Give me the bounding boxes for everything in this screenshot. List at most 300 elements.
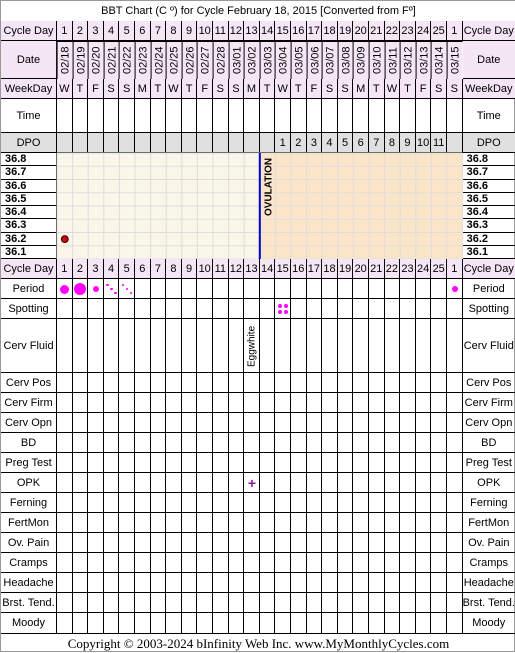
cycle-day-cell: 6 (135, 259, 151, 279)
temp-tick-right: 36.4 (463, 206, 515, 219)
cycle-day-cell: 18 (322, 21, 338, 41)
cerv_opn-cell (447, 413, 463, 433)
dpo-cell (197, 133, 213, 153)
temp-tick-left: 36.4 (1, 206, 57, 219)
cerv_opn-cell (322, 413, 338, 433)
ov_pain-cell (244, 533, 260, 553)
spotting-cell (322, 299, 338, 319)
weekday-cell: M (244, 79, 260, 99)
period-cell (260, 279, 276, 299)
spotting-cell (104, 299, 120, 319)
moody-cell (104, 613, 120, 634)
cramps-cell (151, 553, 167, 573)
date-cell: 03/08 (338, 41, 354, 79)
dpo-cell (57, 133, 73, 153)
cerv_pos-cell (229, 373, 245, 393)
period-cell (400, 279, 416, 299)
cerv_firm-cell (353, 393, 369, 413)
bd-cell (197, 433, 213, 453)
cramps-cell (244, 553, 260, 573)
cerv_opn-cell (244, 413, 260, 433)
cerv_opn-cell (151, 413, 167, 433)
opk-cell (338, 473, 354, 493)
preg_test-cell (447, 453, 463, 473)
bd-cell (416, 433, 432, 453)
cerv_fluid-cell (431, 319, 447, 373)
cerv_firm-cell (119, 393, 135, 413)
time-cell (73, 99, 89, 133)
moody-cell (260, 613, 276, 634)
ov_pain-cell (104, 533, 120, 553)
preg_test-cell (275, 453, 291, 473)
ferning-cell (291, 493, 307, 513)
brst_tend-cell (135, 593, 151, 613)
preg_test-cell (338, 453, 354, 473)
cramps-cell (119, 553, 135, 573)
preg_test-cell (88, 453, 104, 473)
date-cell: 02/27 (197, 41, 213, 79)
cerv_pos-cell (369, 373, 385, 393)
preg_test-cell (431, 453, 447, 473)
period-cell (166, 279, 182, 299)
temp-tick-left: 36.1 (1, 246, 57, 259)
moody-cell (57, 613, 73, 634)
period-cell (244, 279, 260, 299)
headache-cell (57, 573, 73, 593)
ov_pain-cell (416, 533, 432, 553)
preg_test-cell (416, 453, 432, 473)
footer-copyright: Copyright © 2003-2024 bInfinity Web Inc. www.MyMonthlyCycles.com (67, 636, 450, 651)
temp-tick-left: 36.5 (1, 193, 57, 206)
cerv_pos-cell (447, 373, 463, 393)
cycle-day-cell: 16 (291, 21, 307, 41)
dpo-cell (104, 133, 120, 153)
cerv_firm-cell (166, 393, 182, 413)
time-cell (57, 99, 73, 133)
fertmon-cell (431, 513, 447, 533)
time-cell (213, 99, 229, 133)
row-label-preg_test: Preg Test (1, 453, 57, 473)
cycle-day-cell: 24 (416, 259, 432, 279)
headache-cell (229, 573, 245, 593)
fertmon-cell (182, 513, 198, 533)
fertmon-cell (291, 513, 307, 533)
cerv_fluid-cell (353, 319, 369, 373)
headache-cell (151, 573, 167, 593)
weekday-cell: S (338, 79, 354, 99)
preg_test-cell (307, 453, 323, 473)
cerv_firm-cell (416, 393, 432, 413)
fertmon-cell (166, 513, 182, 533)
cerv_opn-cell (119, 413, 135, 433)
ferning-cell (353, 493, 369, 513)
moody-cell (73, 613, 89, 634)
cycle-day-cell: 1 (57, 259, 73, 279)
time-cell (244, 99, 260, 133)
period-cell (369, 279, 385, 299)
preg_test-cell (244, 453, 260, 473)
preg_test-cell (182, 453, 198, 473)
cycle-day-cell: 15 (275, 21, 291, 41)
row-label-cerv_fluid: Cerv Fluid (1, 319, 57, 373)
opk-cell (291, 473, 307, 493)
cerv_pos-cell (166, 373, 182, 393)
cerv_opn-cell (135, 413, 151, 433)
ferning-cell (151, 493, 167, 513)
row-label-right-cerv_fluid: Cerv Fluid (463, 319, 515, 373)
spotting-cell (57, 299, 73, 319)
cerv_opn-cell (353, 413, 369, 433)
dpo-cell (213, 133, 229, 153)
weekday-cell: S (104, 79, 120, 99)
cerv_firm-cell (104, 393, 120, 413)
cerv_pos-cell (275, 373, 291, 393)
cerv_pos-cell (431, 373, 447, 393)
dpo-cell (166, 133, 182, 153)
ferning-cell (88, 493, 104, 513)
date-cell: 02/19 (73, 41, 89, 79)
row-label-date: Date (1, 41, 57, 79)
cycle-day-cell: 17 (307, 259, 323, 279)
cycle-day-cell: 22 (385, 21, 401, 41)
cycle-day-cell: 5 (119, 21, 135, 41)
fertmon-cell (400, 513, 416, 533)
fertmon-cell (260, 513, 276, 533)
cerv_firm-cell (400, 393, 416, 413)
time-cell (182, 99, 198, 133)
date-cell: 02/23 (135, 41, 151, 79)
cycle-day-cell: 25 (431, 21, 447, 41)
cerv_opn-cell (104, 413, 120, 433)
row-label-right-ov_pain: Ov. Pain (463, 533, 515, 553)
cerv_opn-cell (57, 413, 73, 433)
temp-tick-right: 36.1 (463, 246, 515, 259)
cramps-cell (166, 553, 182, 573)
cerv_opn-cell (166, 413, 182, 433)
period-dot-light (110, 288, 112, 290)
headache-cell (322, 573, 338, 593)
period-cell (291, 279, 307, 299)
cerv_opn-cell (369, 413, 385, 433)
bd-cell (151, 433, 167, 453)
row-label-right-preg_test: Preg Test (463, 453, 515, 473)
cycle-day-cell: 12 (229, 259, 245, 279)
date-cell: 03/04 (275, 41, 291, 79)
dpo-cell (88, 133, 104, 153)
cycle-day-cell: 14 (260, 21, 276, 41)
dpo-cell (260, 133, 276, 153)
row-label-right-spotting: Spotting (463, 299, 515, 319)
ferning-cell (447, 493, 463, 513)
cerv_firm-cell (135, 393, 151, 413)
brst_tend-cell (307, 593, 323, 613)
weekday-cell: S (213, 79, 229, 99)
period-cell (135, 279, 151, 299)
weekday-cell: F (197, 79, 213, 99)
ferning-cell (166, 493, 182, 513)
moody-cell (182, 613, 198, 634)
bd-cell (322, 433, 338, 453)
cerv_fluid-cell (213, 319, 229, 373)
cerv_pos-cell (307, 373, 323, 393)
cerv_firm-cell (431, 393, 447, 413)
spotting-cell (400, 299, 416, 319)
row-label-right-weekday: WeekDay (463, 79, 515, 99)
cerv_opn-cell (260, 413, 276, 433)
row-label-cerv_pos: Cerv Pos (1, 373, 57, 393)
spotting-cell (244, 299, 260, 319)
cramps-cell (385, 553, 401, 573)
weekday-cell: W (385, 79, 401, 99)
cerv_firm-cell (369, 393, 385, 413)
cycle-day-cell: 20 (353, 259, 369, 279)
moody-cell (431, 613, 447, 634)
cerv_fluid-cell (73, 319, 89, 373)
bd-cell (369, 433, 385, 453)
period-cell (182, 279, 198, 299)
cerv_opn-cell (88, 413, 104, 433)
date-cell: 02/25 (166, 41, 182, 79)
cerv_firm-cell (447, 393, 463, 413)
cerv_pos-cell (260, 373, 276, 393)
ferning-cell (104, 493, 120, 513)
brst_tend-cell (88, 593, 104, 613)
time-cell (322, 99, 338, 133)
ov_pain-cell (260, 533, 276, 553)
brst_tend-cell (400, 593, 416, 613)
cramps-cell (338, 553, 354, 573)
moody-cell (197, 613, 213, 634)
cerv_opn-cell (229, 413, 245, 433)
ferning-cell (307, 493, 323, 513)
date-cell: 03/13 (416, 41, 432, 79)
cramps-cell (57, 553, 73, 573)
cerv_firm-cell (151, 393, 167, 413)
dpo-cell (119, 133, 135, 153)
headache-cell (135, 573, 151, 593)
row-label-right-headache: Headache (463, 573, 515, 593)
date-cell: 02/21 (104, 41, 120, 79)
cerv_fluid-cell (229, 319, 245, 373)
bd-cell (88, 433, 104, 453)
cerv_opn-cell (291, 413, 307, 433)
period-dot-light (106, 284, 108, 286)
cerv_firm-cell (182, 393, 198, 413)
preg_test-cell (400, 453, 416, 473)
moody-cell (229, 613, 245, 634)
cramps-cell (369, 553, 385, 573)
spotting-cell (338, 299, 354, 319)
row-label-cerv_firm: Cerv Firm (1, 393, 57, 413)
brst_tend-cell (447, 593, 463, 613)
opk-cell (431, 473, 447, 493)
spotting-cell (447, 299, 463, 319)
cerv_fluid-cell (135, 319, 151, 373)
headache-cell (73, 573, 89, 593)
brst_tend-cell (197, 593, 213, 613)
cramps-cell (213, 553, 229, 573)
cycle-day-cell: 4 (104, 259, 120, 279)
dpo-cell: 4 (322, 133, 338, 153)
date-cell: 03/10 (369, 41, 385, 79)
cycle-day-cell: 11 (213, 259, 229, 279)
ov_pain-cell (400, 533, 416, 553)
time-cell (353, 99, 369, 133)
fertmon-cell (244, 513, 260, 533)
cerv_firm-cell (197, 393, 213, 413)
cerv_fluid-cell (369, 319, 385, 373)
cycle-day-cell: 2 (73, 259, 89, 279)
cerv_pos-cell (88, 373, 104, 393)
opk-cell (197, 473, 213, 493)
row-label-opk: OPK (1, 473, 57, 493)
brst_tend-cell (275, 593, 291, 613)
opk-cell (400, 473, 416, 493)
time-cell (369, 99, 385, 133)
weekday-cell: F (307, 79, 323, 99)
period-dot (452, 286, 458, 292)
moody-cell (400, 613, 416, 634)
opk-cell (322, 473, 338, 493)
ferning-cell (197, 493, 213, 513)
date-cell: 03/06 (307, 41, 323, 79)
dpo-cell: 2 (291, 133, 307, 153)
cerv_firm-cell (73, 393, 89, 413)
fertmon-cell (197, 513, 213, 533)
cycle-day-cell: 1 (57, 21, 73, 41)
preg_test-cell (151, 453, 167, 473)
row-label-right-dpo: DPO (463, 133, 515, 153)
cycle-day-cell: 8 (166, 259, 182, 279)
preg_test-cell (104, 453, 120, 473)
cramps-cell (135, 553, 151, 573)
brst_tend-cell (104, 593, 120, 613)
cerv_fluid-cell (182, 319, 198, 373)
temp-tick-right: 36.6 (463, 180, 515, 193)
ov_pain-cell (166, 533, 182, 553)
row-label-right-cramps: Cramps (463, 553, 515, 573)
cycle-day-cell: 10 (197, 21, 213, 41)
cycle-day-cell: 16 (291, 259, 307, 279)
headache-cell (291, 573, 307, 593)
cerv_fluid-cell (119, 319, 135, 373)
date-cell: 03/07 (322, 41, 338, 79)
weekday-cell: T (151, 79, 167, 99)
time-cell (88, 99, 104, 133)
brst_tend-cell (338, 593, 354, 613)
time-cell (385, 99, 401, 133)
cerv_pos-cell (73, 373, 89, 393)
cerv_firm-cell (244, 393, 260, 413)
headache-cell (197, 573, 213, 593)
bd-cell (307, 433, 323, 453)
pre-ovulation-area (57, 153, 260, 259)
cramps-cell (229, 553, 245, 573)
opk-cell (57, 473, 73, 493)
ferning-cell (182, 493, 198, 513)
dpo-cell (135, 133, 151, 153)
ferning-cell (229, 493, 245, 513)
row-label-spotting: Spotting (1, 299, 57, 319)
period-cell (385, 279, 401, 299)
spotting-cell (119, 299, 135, 319)
cerv_pos-cell (104, 373, 120, 393)
cerv_pos-cell (353, 373, 369, 393)
period-cell (307, 279, 323, 299)
headache-cell (369, 573, 385, 593)
fertmon-cell (88, 513, 104, 533)
ferning-cell (57, 493, 73, 513)
cycle-day-cell: 8 (166, 21, 182, 41)
cerv_firm-cell (385, 393, 401, 413)
cycle-day-cell: 23 (400, 21, 416, 41)
brst_tend-cell (369, 593, 385, 613)
cerv_firm-cell (322, 393, 338, 413)
spotting-cell (431, 299, 447, 319)
weekday-cell: S (229, 79, 245, 99)
spotting-cell (307, 299, 323, 319)
opk-cell (88, 473, 104, 493)
temp-tick-right: 36.7 (463, 166, 515, 179)
dpo-cell: 9 (400, 133, 416, 153)
moody-cell (213, 613, 229, 634)
preg_test-cell (385, 453, 401, 473)
cerv_fluid-cell (275, 319, 291, 373)
ferning-cell (73, 493, 89, 513)
cycle-day-cell: 21 (369, 21, 385, 41)
fertmon-cell (338, 513, 354, 533)
cycle-day-cell: 1 (447, 21, 463, 41)
cerv_fluid-cell (260, 319, 276, 373)
cycle-day-cell: 4 (104, 21, 120, 41)
cerv_pos-cell (213, 373, 229, 393)
cerv_pos-cell (244, 373, 260, 393)
cerv_firm-cell (275, 393, 291, 413)
bd-cell (291, 433, 307, 453)
cycle-day-cell: 18 (322, 259, 338, 279)
ov_pain-cell (135, 533, 151, 553)
fertmon-cell (151, 513, 167, 533)
cerv_pos-cell (135, 373, 151, 393)
spotting-cell (151, 299, 167, 319)
period-dot (93, 286, 99, 292)
moody-cell (119, 613, 135, 634)
cycle-day-cell: 21 (369, 259, 385, 279)
ov_pain-cell (73, 533, 89, 553)
period-dot-light (114, 292, 116, 294)
opk-cell (166, 473, 182, 493)
time-cell (400, 99, 416, 133)
weekday-cell: S (447, 79, 463, 99)
opk-mark: + (247, 475, 257, 491)
weekday-cell: S (322, 79, 338, 99)
row-label-right-date: Date (463, 41, 515, 79)
dpo-cell (73, 133, 89, 153)
bd-cell (275, 433, 291, 453)
cerv_pos-cell (57, 373, 73, 393)
weekday-cell: T (369, 79, 385, 99)
cycle-day-cell: 9 (182, 21, 198, 41)
time-cell (166, 99, 182, 133)
ferning-cell (275, 493, 291, 513)
cycle-day-cell: 7 (151, 21, 167, 41)
ov_pain-cell (213, 533, 229, 553)
fertmon-cell (73, 513, 89, 533)
cycle-day-cell: 19 (338, 259, 354, 279)
bd-cell (229, 433, 245, 453)
dpo-cell: 11 (431, 133, 447, 153)
cerv_firm-cell (260, 393, 276, 413)
